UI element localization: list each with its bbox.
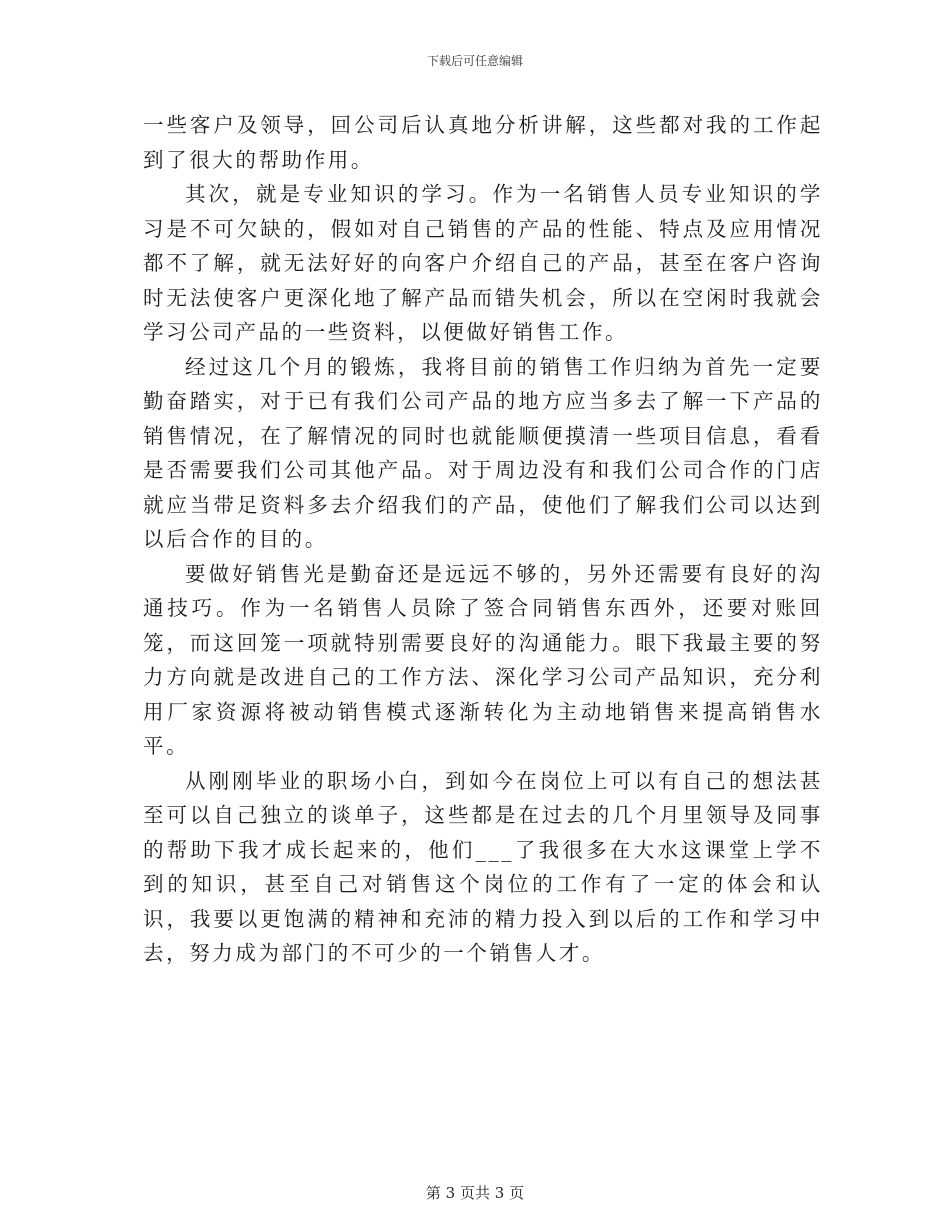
paragraph-5: 从刚刚毕业的职场小白，到如今在岗位上可以有自己的想法甚至可以自己独立的谈单子，这些都是在过去的几个月里领导及同事的帮助下我才成长起来的，他们___了我很多在大水这课堂上学不到的知识，甚至自己对销售这个岗位的工作有了一定的体会和认识，我要以更饱满的精神和充沛的精力投入到以后的工作和学习中去，努力成为部门的不可少的一个销售人才。 — [143, 768, 823, 965]
paragraph-3: 经过这几个月的锻炼，我将目前的销售工作归纳为首先一定要勤奋踏实，对于已有我们公司产品的地方应当多去了解一下产品的销售情况，在了解情况的同时也就能顺便摸清一些项目信息，看看是否需要我们公司其他产品。对于周边没有和我们公司合作的门店就应当带足资料多去介绍我们的产品，使他们了解我们公司以达到以后合作的目的。 — [143, 354, 823, 551]
paragraph-4: 要做好销售光是勤奋还是远远不够的，另外还需要有良好的沟通技巧。作为一名销售人员除了签合同销售东西外，还要对账回笼，而这回笼一项就特别需要良好的沟通能力。眼下我最主要的努力方向就是改进自己的工作方法、深化学习公司产品知识，充分利用厂家资源将被动销售模式逐渐转化为主动地销售来提高销售水平。 — [143, 561, 823, 758]
paragraph-1: 一些客户及领导，回公司后认真地分析讲解，这些都对我的工作起到了很大的帮助作用。 — [143, 113, 823, 172]
page-number-footer: 第 3 页共 3 页 — [425, 1184, 525, 1202]
document-body — [143, 108, 823, 971]
page-header: 下载后可任意编辑 — [426, 54, 523, 68]
paragraph-2: 其次，就是专业知识的学习。作为一名销售人员专业知识的学习是不可欠缺的，假如对自己销售的产品的性能、特点及应用情况都不了解，就无法好好的向客户介绍自己的产品，甚至在客户咨询时无法使客户更深化地了解产品而错失机会，所以在空闲时我就会学习公司产品的一些资料，以便做好销售工作。 — [143, 182, 823, 344]
